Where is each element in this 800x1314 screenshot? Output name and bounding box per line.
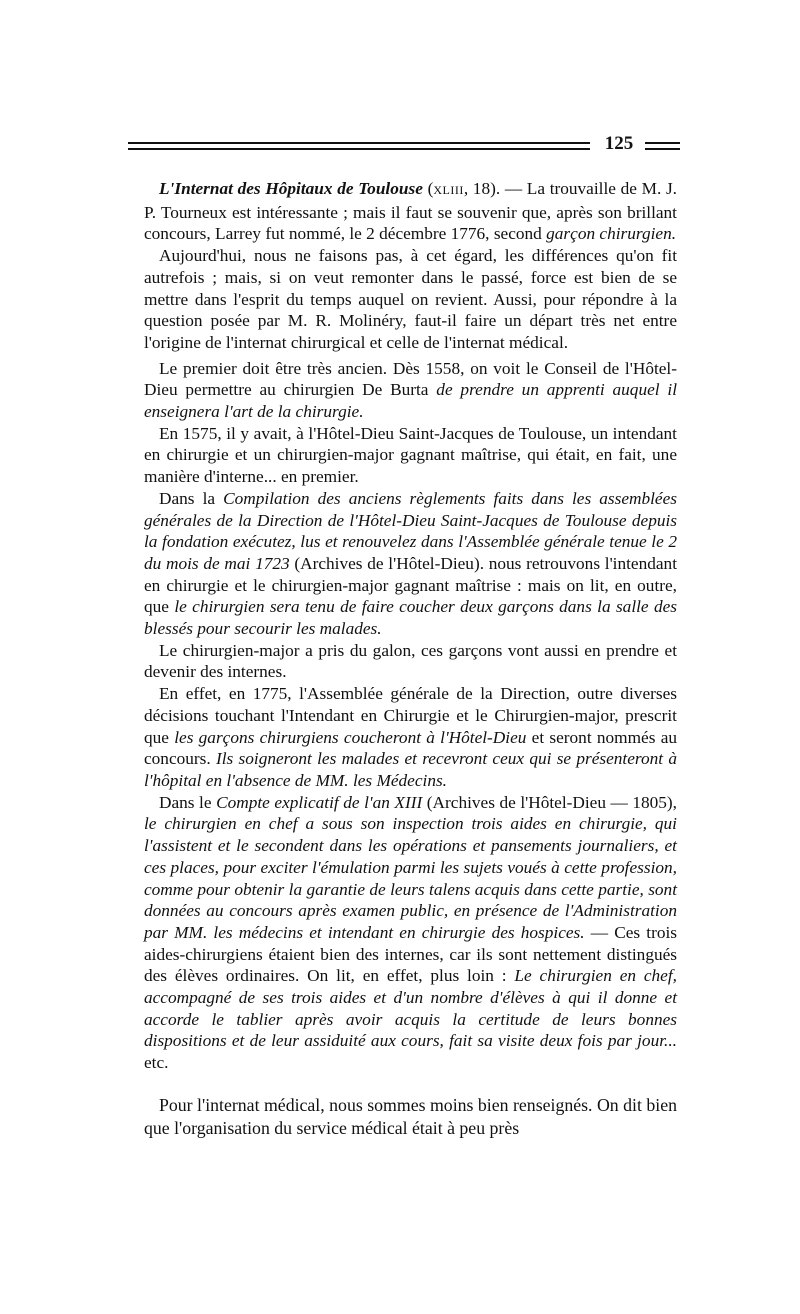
paragraph-3-text: Le premier doit être très ancien. Dès 1558, on voit le Conseil de l'Hôtel-Dieu permettre au chirurgien De Burta (144, 358, 677, 400)
paragraph-9: Pour l'internat médical, nous sommes moins bien renseignés. On dit bien que l'organisation du service médical était à peu près (144, 1094, 677, 1138)
paragraph-3-italic: de prendre un apprenti auquel il enseignera l'art de la chirurgie. (144, 380, 677, 422)
page-number: 125 (604, 133, 634, 154)
paragraph-3 (144, 358, 677, 423)
paragraph-1-italic: garçon chirurgien. (546, 224, 677, 244)
paragraph-7-a: En effet, en 1775, l'Assemblée générale de la Direction, outre diverses décisions touchant l'Intendant en Chirurgie et le Chirurgien-major, prescrit que (144, 684, 677, 747)
body-text (144, 178, 677, 1140)
paragraph-7-b: les garçons chirurgiens coucheront à l'Hôtel-Dieu (174, 727, 527, 747)
paragraph-5-a: Dans la (159, 488, 224, 508)
ref-open: ( (422, 179, 434, 198)
header-rule-right (645, 142, 680, 150)
paragraph-1-text: , 18). — La trouvaille de M. J. P. Tourneux est intéressante ; mais il faut se souvenir que, après son brillant concours, Larrey fut nommé, le 2 décembre 1776, second (144, 179, 677, 244)
paragraph-5-d: le chirurgien sera tenu de faire coucher deux garçons dans la salle des blessés pour secourir les malades. (144, 597, 677, 639)
paragraph-8-c: (Archives de l'Hôtel-Dieu — 1805), (422, 792, 678, 812)
paragraph-7-d: Ils soigneront les malades et recevront ceux qui se présenteront à l'hôpital en l'absence de MM. les Médecins. (144, 749, 677, 790)
paragraph-4: En 1575, il y avait, à l'Hôtel-Dieu Saint-Jacques de Toulouse, un intendant en chirurgie et un chirurgien-major gagnant maîtrise, qui était, en fait, une manière d'interne... en premier. (144, 423, 677, 487)
paragraph-8-a: Dans le (159, 792, 217, 812)
paragraph-5-c: (Archives de l'Hôtel-Dieu). nous retrouvons l'intendant en chirurgie et le chirurgien-major gagnant maîtrise : mais on lit, en outre, que (144, 553, 677, 617)
paragraph-8-f: Le chirurgien en chef, accompagné de ses trois aides et d'un nombre d'élèves à qui il donne et accorde le tablier après avoir acquis la certitude de leurs bonnes dispositions et de leur assiduité aux cours, fait sa visite deux fois par jour... (144, 966, 677, 1051)
paragraph-8-e: — Ces trois aides-chirurgiens étaient bien des internes, car ils sont nettement distingués des élèves ordinaires. On lit, en effet, plus loin : (144, 922, 677, 986)
paragraph-8-g: etc. (144, 1053, 169, 1073)
paragraph-5-b: Compilation des anciens règlements faits dans les assemblées générales de la Direction de l'Hôtel-Dieu Saint-Jacques de Toulouse depuis la fondation exécutez, lus et renouvelez dans l'Assemblée générale tenue le 2 du mois de mai 1723 (144, 488, 677, 573)
paragraph-8 (144, 792, 677, 1074)
paragraph-2: Aujourd'hui, nous ne faisons pas, à cet égard, les différences qu'on fit autrefois ; mais, si on veut remonter dans le passé, force est bien de se mettre dans l'esprit du temps auquel on revient. Aussi, pour répondre à la question posée par M. R. Molinéry, faut-il faire un départ très net entre l'origine de l'internat chirurgical et celle de l'internat médical. (144, 246, 677, 352)
paragraph-1 (144, 178, 677, 245)
paragraph-7-c: et seront nommés au concours. (144, 727, 678, 769)
paragraph-7 (144, 683, 677, 792)
ref-roman: XLIII (433, 183, 464, 197)
paragraph-8-b: Compte explicatif de l'an XIII (216, 792, 423, 812)
header-rule-left (128, 142, 590, 150)
section-title: L'Internat des Hôpitaux de Toulouse (159, 179, 423, 198)
page-header (128, 133, 680, 154)
paragraph-6: Le chirurgien-major a pris du galon, ces garçons vont aussi en prendre et devenir des internes. (144, 640, 677, 682)
paragraph-5 (144, 488, 677, 640)
paragraph-8-d: le chirurgien en chef a sous son inspection trois aides en chirurgie, qui l'assistent et le secondent dans les opérations et pansements journaliers, et ces places, pour exciter l'émulation parmi les sujets voués à cette profession, comme pour obtenir la garantie de leurs talens acquis dans cette partie, sont données au concours après examen public, en présence de l'Administration par MM. les médecins et intendant en chirurgie des hospices. (144, 814, 677, 942)
